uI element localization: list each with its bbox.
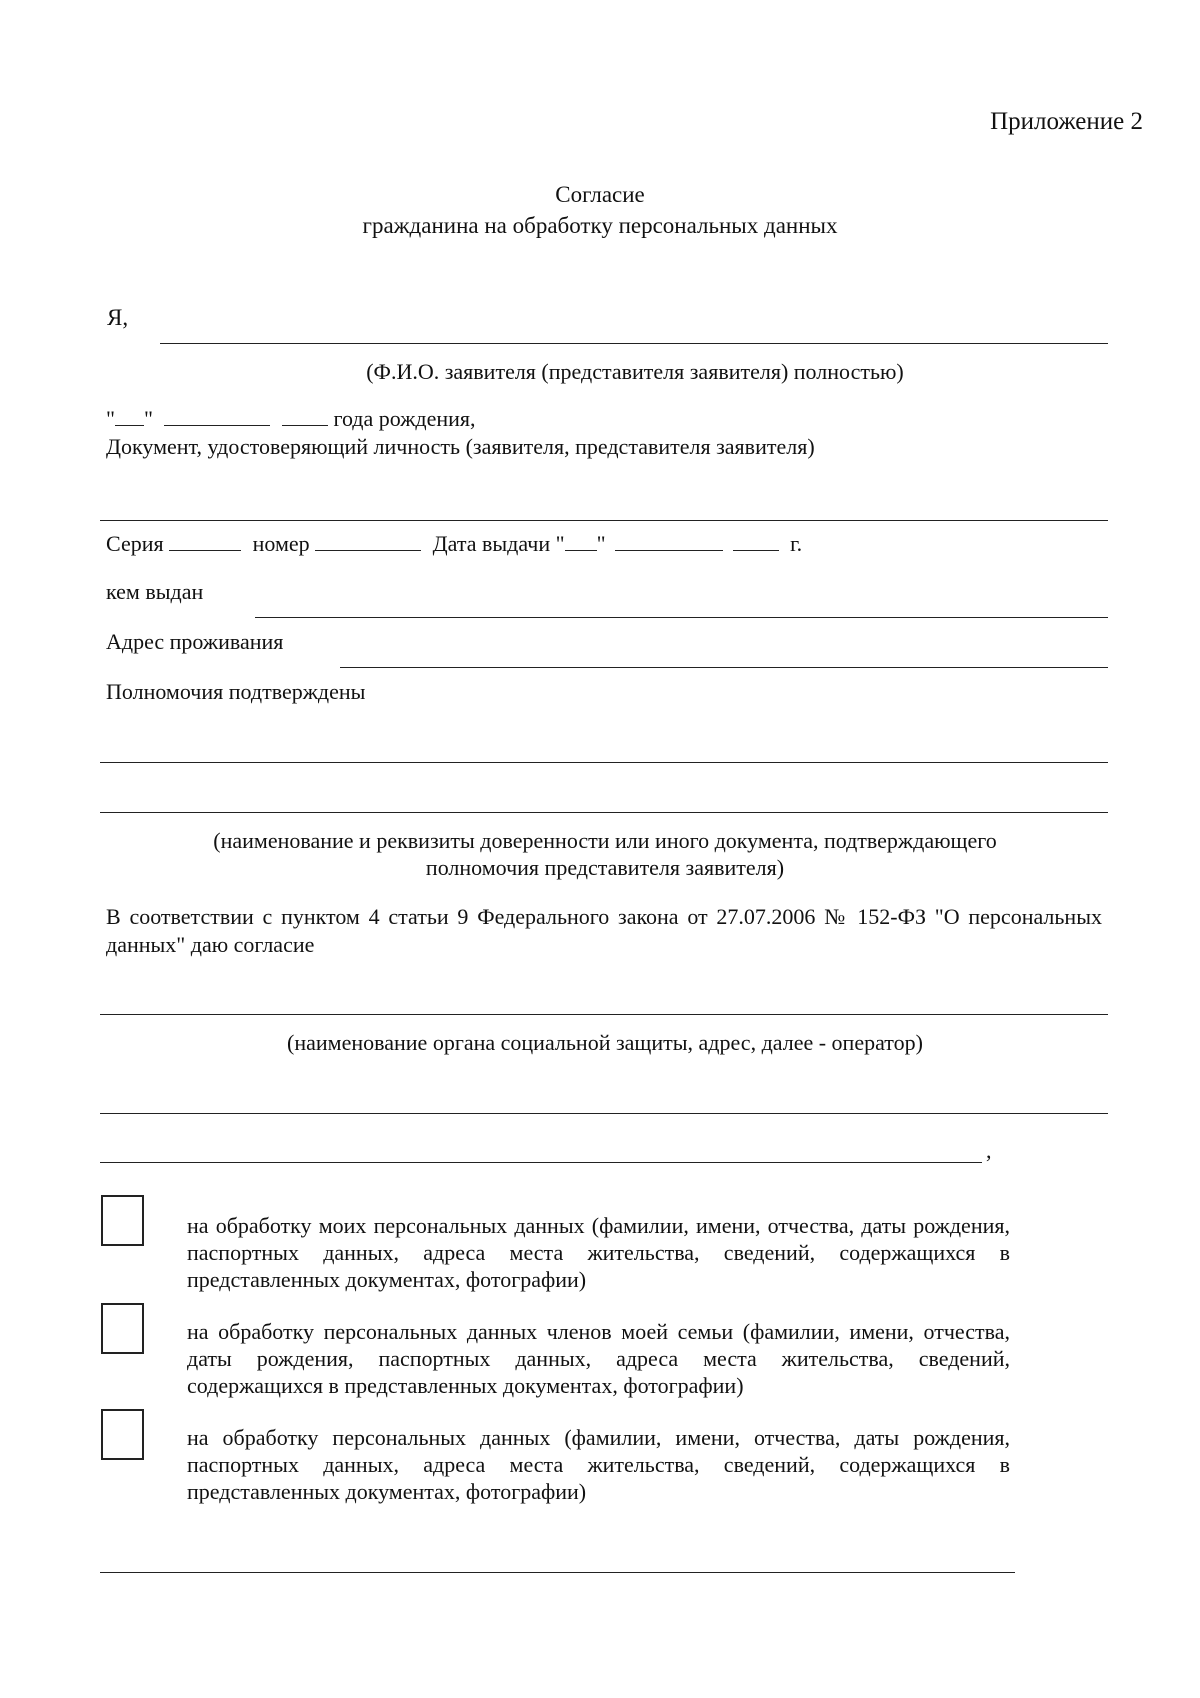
number-field[interactable]	[315, 532, 421, 551]
number-label: номер	[252, 531, 310, 556]
birth-suffix: года рождения,	[333, 406, 476, 431]
consent-other-data-checkbox[interactable]	[101, 1409, 144, 1460]
quote-open: "	[555, 531, 565, 556]
year-suffix: г.	[790, 531, 803, 556]
quote-close: "	[596, 531, 606, 556]
authority-label: Полномочия подтверждены	[106, 679, 366, 704]
i-label: Я,	[107, 305, 129, 330]
operator-caption: (наименование органа социальной защиты, адрес, далее - оператор)	[287, 1030, 923, 1055]
issue-month-field[interactable]	[615, 532, 723, 551]
authority-field-line1[interactable]	[100, 762, 1108, 763]
applicant-name-field[interactable]	[160, 343, 1108, 344]
appendix-label: Приложение 2	[990, 108, 1143, 135]
issued-by-label: кем выдан	[106, 579, 204, 604]
series-field[interactable]	[169, 532, 241, 551]
consent-family-data-text: на обработку персональных данных членов моей семьи (фамилии, имени, отчества, даты рождения, паспортных данных, адреса места жительства, сведений, содержащихся в представленных документах, фотографии)	[187, 1319, 1010, 1398]
law-consent-text: В соответствии с пунктом 4 статьи 9 Федерального закона от 27.07.2006 № 152-ФЗ "О персональных данных" даю согласие	[106, 904, 1102, 957]
operator-continuation-line2[interactable]	[100, 1162, 982, 1163]
series-label: Серия	[106, 531, 164, 556]
issue-day-field[interactable]	[565, 532, 597, 551]
id-document-label: Документ, удостоверяющий личность (заявителя, представителя заявителя)	[106, 434, 815, 459]
id-document-field[interactable]	[100, 520, 1108, 521]
consent-other-data-text: на обработку персональных данных (фамилии, имени, отчества, даты рождения, паспортных данных, адреса места жительства, сведений, содержащихся в представленных документах, фотографии)	[187, 1425, 1010, 1504]
birth-year-field[interactable]	[282, 407, 328, 426]
operator-field[interactable]	[100, 1014, 1108, 1015]
authority-caption-line1: (наименование и реквизиты доверенности или иного документа, подтверждающего	[213, 828, 997, 853]
form-subtitle: гражданина на обработку персональных данных	[362, 213, 838, 238]
operator-continuation-line1[interactable]	[100, 1113, 1108, 1114]
authority-field-line2[interactable]	[100, 812, 1108, 813]
quote-open: "	[106, 406, 115, 431]
birth-day-field[interactable]	[115, 407, 144, 426]
consent-family-data-checkbox[interactable]	[101, 1303, 144, 1354]
document-details-row	[106, 530, 802, 557]
birth-month-field[interactable]	[164, 407, 270, 426]
applicant-name-caption: (Ф.И.О. заявителя (представителя заявителя) полностью)	[366, 359, 904, 384]
authority-caption-line2: полномочия представителя заявителя)	[425, 855, 785, 880]
signature-line[interactable]	[100, 1572, 1015, 1573]
issued-by-field[interactable]	[255, 617, 1108, 618]
issue-date-label: Дата выдачи	[432, 531, 551, 556]
consent-own-data-checkbox[interactable]	[101, 1195, 144, 1246]
address-field[interactable]	[340, 667, 1108, 668]
quote-close: "	[143, 406, 153, 431]
form-title: Согласие	[555, 182, 645, 207]
comma-mark: ,	[986, 1138, 992, 1163]
birth-date-row	[106, 405, 476, 432]
consent-own-data-text: на обработку моих персональных данных (фамилии, имени, отчества, даты рождения, паспортных данных, адреса места жительства, сведений, содержащихся в представленных документах, фотографии)	[187, 1213, 1010, 1292]
issue-year-field[interactable]	[733, 532, 779, 551]
address-label: Адрес проживания	[106, 629, 284, 654]
